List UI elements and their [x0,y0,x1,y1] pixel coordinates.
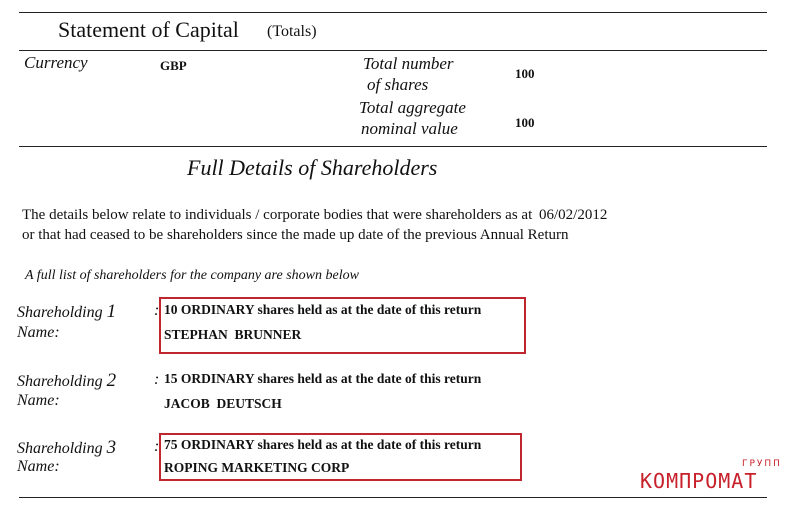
shareholding-label: Shareholding [17,373,103,390]
total-shares-value: 100 [515,66,535,81]
watermark-sub: ГРУПП [742,459,782,469]
top-rule [19,12,767,13]
shareholders-title: Full Details of Shareholders [187,155,438,180]
shareholding-2-colon: : [154,371,160,388]
total-shares-label-2: of shares [367,75,429,94]
shareholding-label: Shareholding [17,304,103,321]
capital-bottom-rule [19,146,767,147]
intro-line-2: or that had ceased to be shareholders since the made up date of the previous Annual Return [22,227,569,243]
shareholding-1-name: STEPHAN BRUNNER [164,327,302,342]
shareholding-2-label [17,370,116,392]
capital-header-rule [19,50,767,51]
total-nominal-label-1: Total aggregate [359,98,466,117]
total-nominal-value: 100 [515,115,535,130]
shareholding-2-shares: 15 ORDINARY shares held as at the date of this return [164,371,482,386]
shareholding-2-name: JACOB DEUTSCH [164,396,282,411]
capital-title: Statement of Capital [58,17,239,42]
shareholding-3-name: ROPING MARKETING CORP [164,460,350,475]
bottom-rule [19,497,767,498]
shareholding-3-label [17,437,116,459]
currency-value: GBP [160,58,187,73]
shareholding-3-name-label: Name: [17,458,60,475]
shareholding-1-label [17,301,116,323]
shareholding-3-shares: 75 ORDINARY shares held as at the date of this return [164,437,482,452]
total-shares-label-1: Total number [363,54,454,73]
watermark-logo: КОМПРОМАТ [640,469,758,493]
intro-date: 06/02/2012 [539,207,608,223]
shareholding-number: 3 [106,437,117,458]
shareholding-1-name-label: Name: [17,324,60,341]
shareholding-2-name-label: Name: [17,392,60,409]
intro-line-1 [22,207,607,224]
intro-text: The details below relate to individuals / corporate bodies that were shareholders as at [22,207,533,223]
currency-label: Currency [24,53,88,72]
list-note: A full list of shareholders for the company are shown below [25,268,359,283]
shareholding-1-shares: 10 ORDINARY shares held as at the date of this return [164,302,482,317]
shareholding-number: 1 [106,301,117,322]
shareholding-label: Shareholding [17,440,103,457]
total-nominal-label-2: nominal value [361,119,458,138]
shareholding-3-colon: : [154,438,160,455]
capital-title-note: (Totals) [267,23,317,40]
shareholding-1-colon: : [154,302,160,319]
shareholding-number: 2 [106,370,117,391]
